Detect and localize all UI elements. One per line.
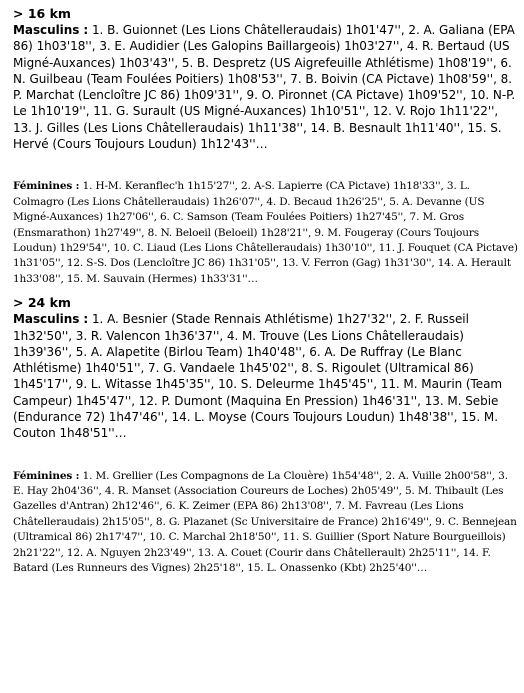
masculins-label: Masculins : bbox=[13, 312, 89, 327]
masculins-results-text: 1. B. Guionnet (Les Lions Châtelleraudais) 1h01'47'', 2. A. Galiana (EPA 86) 1h03'18'', 3. E. Audidier (Les Galopins Baillargeois) 1h03'27'', 4. R. Bertaud (US Migné-Auxances) 1h03'43'', 5. B. Despretz (US Aigrefeuille Athlétisme) 1h08'19'', 6. N. Guilbeau (Team Foulées Poitiers) 1h08'53'', 7. B. Boivin (CA Pictave) 1h08'59'', 8. P. Marchat (Lencloître JC 86) 1h09'31'', 9. O. Pironnet (CA Pictave) 1h09'52'', 10. N-P. Le 1h10'19'', 11. G. Surault (US Migné-Auxances) 1h10'51'', 12. V. Rojo 1h11'22'', 13. J. Gilles (Les Lions Châtelleraudais) 1h11'38'', 14. B. Besnault 1h11'40'', 15. S. Hervé (Cours Toujours Loudun) 1h12'43''… bbox=[13, 23, 516, 152]
race-16km-masculins-results bbox=[13, 22, 518, 152]
spacer bbox=[13, 287, 518, 295]
feminines-label: Féminines : bbox=[13, 180, 80, 193]
feminines-results-text: 1. M. Grellier (Les Compagnons de La Clouère) 1h54'48'', 2. A. Vuille 2h00'58'', 3. E. Hay 2h04'36'', 4. R. Manset (Association Coureurs de Loches) 2h05'49'', 5. M. Thibault (Les Gazelles d'Antran) 2h12'46'', 6. K. Zeimer (EPA 86) 2h13'08'', 7. M. Favreau (Les Lions Châtelleraudais) 2h15'05'', 8. G. Plazanet (Sc Universitaire de France) 2h16'49'', 9. C. Bennejean (Ultramical 86) 2h17'47'', 10. C. Marchal 2h18'50'', 11. S. Guillier (Sport Nature Bourgueillois) 2h21'22'', 12. A. Nguyen 2h23'49'', 13. A. Couet (Courir dans Châtellerault) 2h25'11'', 14. F. Batard (Les Runneurs des Vignes) 2h25'18'', 15. L. Onassenko (Kbt) 2h25'40''… bbox=[13, 469, 517, 575]
feminines-label: Féminines : bbox=[13, 469, 80, 482]
masculins-label: Masculins : bbox=[13, 23, 89, 37]
feminines-results-text: 1. H-M. Keranflec'h 1h15'27'', 2. A-S. Lapierre (CA Pictave) 1h18'33'', 3. L. Colmagro (Les Lions Châtelleraudais) 1h26'07'', 4. D. Becaud 1h26'25'', 5. A. Devanne (US Migné-Auxances) 1h27'06'', 6. C. Samson (Team Foulées Poitiers) 1h27'45'', 7. M. Gros (Ensmarathon) 1h27'49'', 8. N. Beloeil (Beloeil) 1h28'21'', 9. M. Fougeray (Cours Toujours Loudun) 1h29'54'', 10. C. Liaud (Les Lions Châtelleraudais) 1h30'10'', 11. J. Fouquet (CA Pictave) 1h31'05'', 12. S-S. Dos (Lencloître JC 86) 1h31'05'', 13. V. Ferron (Gag) 1h31'30'', 14. A. Herault 1h33'08'', 15. M. Sauvain (Hermes) 1h33'31''… bbox=[13, 180, 518, 285]
race-16km-feminines-results bbox=[13, 179, 518, 287]
race-24km-heading: > 24 km bbox=[13, 295, 71, 311]
spacer bbox=[13, 442, 518, 469]
spacer bbox=[13, 152, 518, 179]
race-24km-masculins-results bbox=[13, 311, 518, 441]
race-16km-section bbox=[13, 6, 518, 287]
race-24km-feminines-results bbox=[13, 469, 518, 577]
masculins-results-text: 1. A. Besnier (Stade Rennais Athlétisme) 1h27'32'', 2. F. Russeil 1h32'50'', 3. R. Valencon 1h36'37'', 4. M. Trouve (Les Lions Châtelleraudais) 1h39'36'', 5. A. Alapetite (Birlou Team) 1h40'48'', 6. A. De Ruffray (Le Blanc Athlétisme) 1h40'51'', 7. G. Vandaele 1h45'02'', 8. S. Rigoulet (Ultramical 86) 1h45'17'', 9. L. Witasse 1h45'35'', 10. S. Deleurme 1h45'45'', 11. M. Maurin (Team Campeur) 1h45'47'', 12. P. Dumont (Maquina En Pression) 1h46'31'', 13. M. Sebie (Endurance 72) 1h47'46'', 14. L. Moyse (Cours Toujours Loudun) 1h48'38'', 15. M. Couton 1h48'51''… bbox=[13, 312, 503, 441]
race-24km-section bbox=[13, 295, 518, 576]
race-16km-heading: > 16 km bbox=[13, 6, 71, 21]
